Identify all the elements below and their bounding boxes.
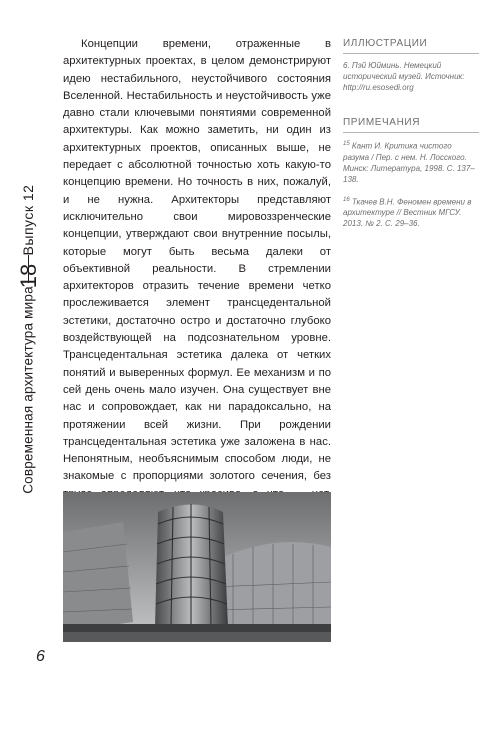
journal-title: Современная архитектура мира: [20, 286, 36, 494]
note-item: [343, 195, 479, 230]
note-text: Ткачев В.Н. Феномен времени в архитектуре // Вестник МГСУ. 2013. № 2. С. 29–36.: [343, 197, 472, 229]
issue-number: 18: [16, 263, 41, 289]
running-header: [0, 0, 60, 736]
museum-photo-graphic: [63, 492, 331, 642]
note-number: 15: [343, 141, 350, 147]
note-number: 16: [343, 196, 350, 203]
note-text: Кант И. Критика чистого разума / Пер. с нем. Н. Лосского. Минск: Литература, 1998. С. 137–138.: [343, 141, 475, 184]
sidebar-column: [343, 38, 479, 239]
illustration-caption: 6. Пэй Юйминь. Немецкий исторический музей. Источник: http://ru.esosedi.org: [343, 61, 465, 92]
museum-photo: [63, 492, 331, 642]
page-number: 6: [36, 648, 45, 665]
notes-heading: ПРИМЕЧАНИЯ: [343, 117, 479, 133]
illustrations-heading: ИЛЛЮСТРАЦИИ: [343, 38, 479, 54]
note-item: [343, 139, 479, 185]
body-paragraph: Концепции времени, отраженные в архитектурных проектах, в целом демонстрируют идею нестабильного, неустойчивого состояния Вселенной. Нестабильность и неустойчивость уже давно стали ключевыми понятиями современной архитектуры. Как можно заметить, ни один из архитектурных проектов, описанных выше, не передает с абсолютной точностью хоть какую-то концепцию времени. Но точность в них, пожалуй, и не нужна. Архитекторы представляют исключительно свои мировоззренческие концепции, утверждают свои внутренние посылы, которые могут быть весьма далеки от объективной реальности. В стремлении архитекторов отразить течение времени четко прослеживается элемент трансцедентальной эстетики, достаточно остро и достаточно глубоко воздействующей на подсознательном уровне. Трансцедентальная эстетика далека от четких понятий и выверенных формул. Ее механизм и по сей день очень мало изучен. Она существует вне нас и сопровождает, как ни парадоксально, на протяжении всей жизни. При рождении трансцедентальная эстетика уже заложена в нас. Непонятным, необъяснимым способом люди, не знакомые с пропорциями золотого сечения, без: [63, 38, 331, 483]
issue-label: Выпуск 12: [20, 184, 36, 256]
